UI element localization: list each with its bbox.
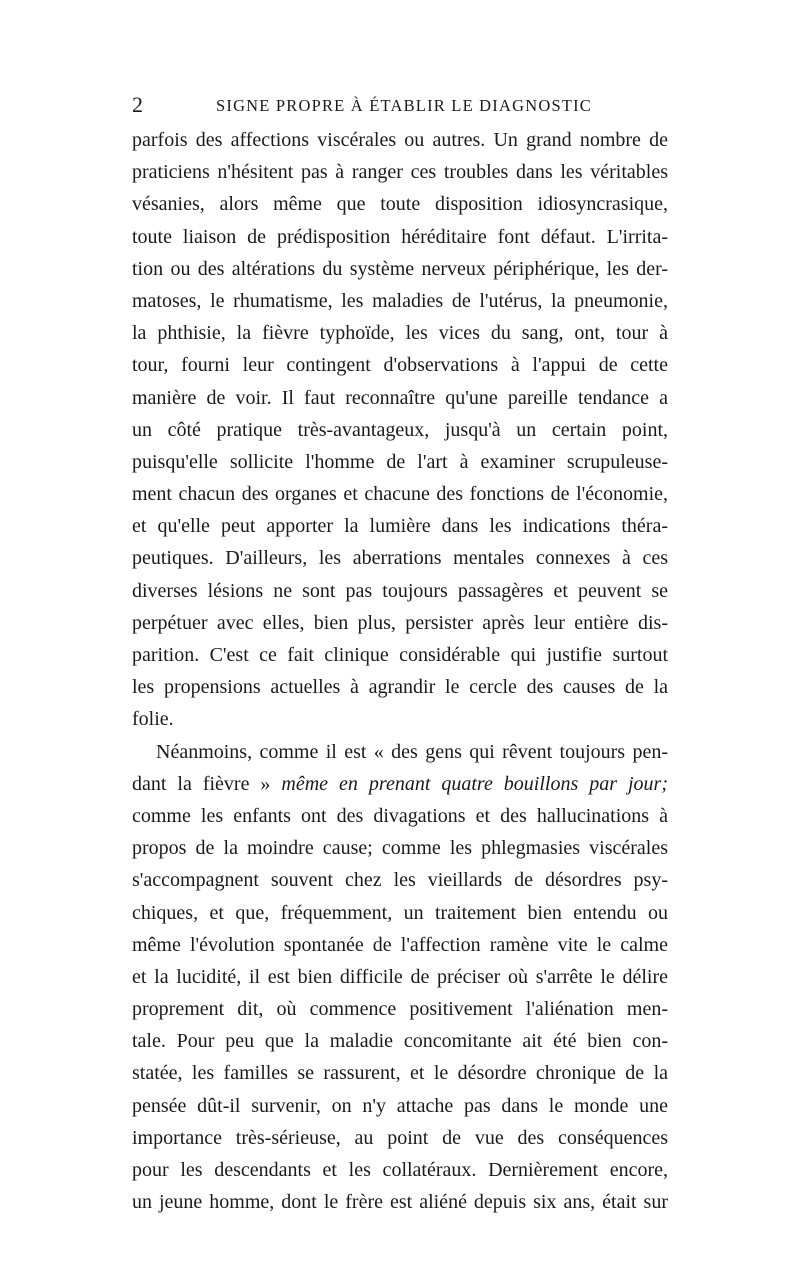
text-line: folie. bbox=[132, 708, 174, 731]
italic-quote: même en prenant quatre bouillons par jour; bbox=[281, 772, 669, 795]
text-line: statée, les familles se rassurent, et le désordre chronique de la bbox=[132, 1062, 668, 1085]
text-line: chiques, et que, fréquemment, un traitement bien entendu ou bbox=[132, 901, 668, 924]
text-line: même l'évolution spontanée de l'affection ramène vite le calme bbox=[132, 933, 668, 956]
text-line: comme les enfants ont des divagations et des hallucinations à bbox=[132, 804, 668, 827]
text-line: ment chacun des organes et chacune des fonctions de l'économie, bbox=[132, 483, 668, 506]
running-head bbox=[132, 90, 672, 120]
text-line: Néanmoins, comme il est « des gens qui rêvent toujours pen- bbox=[156, 740, 668, 763]
text-line: s'accompagnent souvent chez les vieillards de désordres psy- bbox=[132, 869, 668, 892]
text-line: diverses lésions ne sont pas toujours passagères et peuvent se bbox=[132, 579, 668, 602]
text-line: matoses, le rhumatisme, les maladies de l'utérus, la pneumonie, bbox=[132, 289, 668, 312]
text-line: pour les descendants et les collatéraux. Dernièrement encore, bbox=[132, 1159, 668, 1181]
text-line: un côté pratique très-avantageux, jusqu'à un certain point, bbox=[132, 418, 668, 441]
text-line: toute liaison de prédisposition héréditaire font défaut. L'irrita- bbox=[132, 225, 668, 248]
text-line: puisqu'elle sollicite l'homme de l'art à examiner scrupuleuse- bbox=[132, 450, 668, 473]
paragraph-1 bbox=[132, 124, 668, 736]
text-line-with-italic bbox=[132, 768, 668, 800]
paragraph-2 bbox=[132, 736, 668, 1219]
text-line: la phthisie, la fièvre typhoïde, les vices du sang, ont, tour à bbox=[132, 322, 668, 345]
running-head-title: SIGNE PROPRE À ÉTABLIR LE DIAGNOSTIC bbox=[216, 96, 593, 115]
page-number: 2 bbox=[132, 92, 143, 117]
text-line: peutiques. D'ailleurs, les aberrations mentales connexes à ces bbox=[132, 547, 668, 570]
text-segment: dant la fièvre » bbox=[132, 772, 282, 795]
text-line: pensée dût-il survenir, on n'y attache pas dans le monde une bbox=[132, 1094, 668, 1117]
text-line: propos de la moindre cause; comme les phlegmasies viscérales bbox=[132, 837, 668, 860]
text-line: et la lucidité, il est bien difficile de préciser où s'arrête le délire bbox=[132, 965, 668, 988]
text-line: tion ou des altérations du système nerveux périphérique, les der- bbox=[132, 257, 668, 280]
text-line: perpétuer avec elles, bien plus, persister après leur entière dis- bbox=[132, 611, 668, 634]
body-text bbox=[132, 124, 668, 1218]
text-line: tour, fourni leur contingent d'observations à l'appui de cette bbox=[132, 354, 668, 377]
text-line: parition. C'est ce fait clinique considérable qui justifie surtout bbox=[132, 644, 668, 666]
text-line: manière de voir. Il faut reconnaître qu'une pareille tendance a bbox=[132, 386, 668, 409]
text-line: et qu'elle peut apporter la lumière dans les indications théra- bbox=[132, 515, 668, 538]
text-line: un jeune homme, dont le frère est aliéné depuis six ans, était sur bbox=[132, 1191, 668, 1214]
text-line: proprement dit, où commence positivement l'aliénation men- bbox=[132, 998, 668, 1021]
text-line: vésanies, alors même que toute disposition idiosyncrasique, bbox=[132, 193, 668, 216]
text-line: les propensions actuelles à agrandir le cercle des causes de la bbox=[132, 676, 668, 699]
text-line: tale. Pour peu que la maladie concomitante ait été bien con- bbox=[132, 1030, 668, 1053]
text-line: praticiens n'hésitent pas à ranger ces troubles dans les véritables bbox=[132, 161, 668, 184]
text-line: importance très-sérieuse, au point de vue des conséquences bbox=[132, 1126, 668, 1149]
text-line: parfois des affections viscérales ou autres. Un grand nombre de bbox=[132, 129, 668, 151]
